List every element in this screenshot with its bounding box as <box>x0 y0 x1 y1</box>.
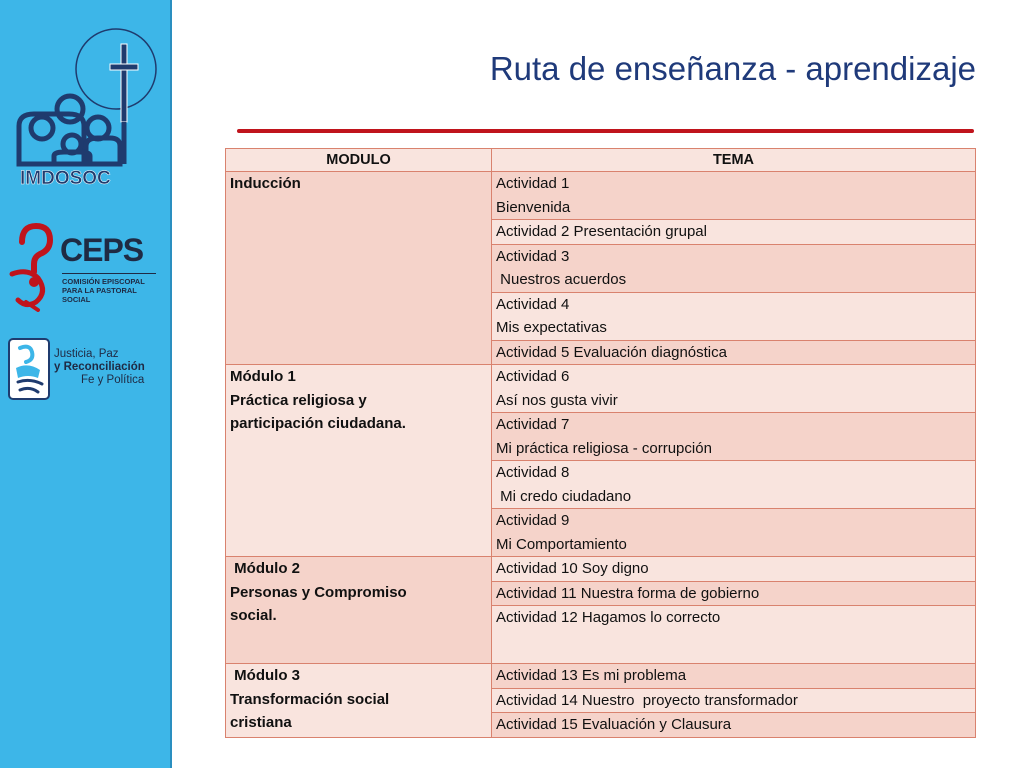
activity-cell <box>492 220 976 245</box>
table-row <box>226 365 976 413</box>
route-table <box>225 148 976 738</box>
sidebar <box>0 0 172 768</box>
imdosoc-logo <box>14 14 160 194</box>
module-line: Módulo 1 <box>230 368 296 385</box>
activity-cell <box>492 244 976 292</box>
activity-line: Actividad 9 <box>496 512 570 529</box>
table-row <box>226 557 976 582</box>
activity-line: Mis expectativas <box>496 319 607 336</box>
activity-line: Actividad 13 Es mi problema <box>496 667 687 684</box>
activity-line: Nuestros acuerdos <box>496 271 627 288</box>
justicia-logo-line1: Justicia, Paz <box>54 348 119 360</box>
activity-cell <box>492 509 976 557</box>
header-modulo: MODULO <box>226 149 492 172</box>
module-cell-modulo-2 <box>226 557 492 664</box>
justicia-emblem-icon <box>8 338 50 400</box>
activity-line: Mi credo ciudadano <box>496 487 632 505</box>
activity-cell <box>492 172 976 220</box>
module-cell-induccion <box>226 172 492 365</box>
activity-line: Actividad 15 Evaluación y Clausura <box>496 716 732 733</box>
activity-line: Actividad 4 <box>496 295 570 313</box>
module-line: Personas y Compromiso <box>230 583 407 601</box>
ceps-logo-divider <box>62 273 156 274</box>
ceps-logo-title: CEPS <box>60 232 144 268</box>
activity-cell <box>492 413 976 461</box>
module-line: Módulo 3 <box>230 667 300 684</box>
module-line: Módulo 2 <box>230 560 300 577</box>
ceps-emblem-icon <box>8 222 58 312</box>
activity-cell <box>492 664 976 689</box>
activity-cell <box>492 340 976 365</box>
activity-cell <box>492 713 976 738</box>
activity-line: Actividad 1 <box>496 175 570 192</box>
activity-cell <box>492 581 976 606</box>
activity-cell <box>492 461 976 509</box>
activity-line: Así nos gusta vivir <box>496 391 618 409</box>
module-line: social. <box>230 607 277 624</box>
activity-cell <box>492 365 976 413</box>
activity-line: Actividad 11 Nuestra forma de gobierno <box>496 584 760 602</box>
activity-line: Actividad 14 Nuestro proyecto transformador <box>496 691 798 709</box>
justicia-logo-line2: y Reconciliación <box>54 361 145 373</box>
justicia-logo-text <box>54 348 164 387</box>
header-tema: TEMA <box>492 149 976 172</box>
module-line: Práctica religiosa y <box>230 391 367 409</box>
activity-cell <box>492 557 976 582</box>
activity-line: Actividad 6 <box>496 368 570 385</box>
activity-line: Actividad 10 Soy digno <box>496 560 649 577</box>
module-line: participación ciudadana. <box>230 415 406 432</box>
title-underline <box>237 129 974 133</box>
activity-line: Mi práctica religiosa - corrupción <box>496 439 712 457</box>
module-line: Inducción <box>230 175 301 192</box>
activity-cell <box>492 606 976 664</box>
ceps-logo-subtitle-line1: COMISIÓN EPISCOPAL <box>62 277 145 286</box>
ceps-logo-subtitle <box>62 277 162 304</box>
activity-line: Mi Comportamiento <box>496 535 627 553</box>
activity-line: Actividad 8 <box>496 464 570 481</box>
ceps-logo-subtitle-line2: PARA LA PASTORAL SOCIAL <box>62 286 137 304</box>
activity-line: Actividad 5 Evaluación diagnóstica <box>496 343 727 361</box>
module-line: cristiana <box>230 714 292 731</box>
module-cell-modulo-1 <box>226 365 492 557</box>
activity-line: Actividad 2 Presentación grupal <box>496 223 707 240</box>
activity-line: Actividad 12 Hagamos lo correcto <box>496 609 721 626</box>
table-row <box>226 664 976 689</box>
activity-line: Actividad 3 <box>496 247 570 265</box>
table-header-row <box>226 149 976 172</box>
imdosoc-logo-text: IMDOSOC <box>20 168 111 189</box>
page-title: Ruta de enseñanza - aprendizaje <box>489 50 976 87</box>
module-line: Transformación social <box>230 690 390 708</box>
activity-line: Bienvenida <box>496 198 571 216</box>
activity-line: Actividad 7 <box>496 416 570 433</box>
module-cell-modulo-3 <box>226 664 492 738</box>
table-row <box>226 172 976 220</box>
justicia-logo-line3: Fe y Política <box>81 374 145 386</box>
activity-cell <box>492 688 976 713</box>
activity-cell <box>492 292 976 340</box>
